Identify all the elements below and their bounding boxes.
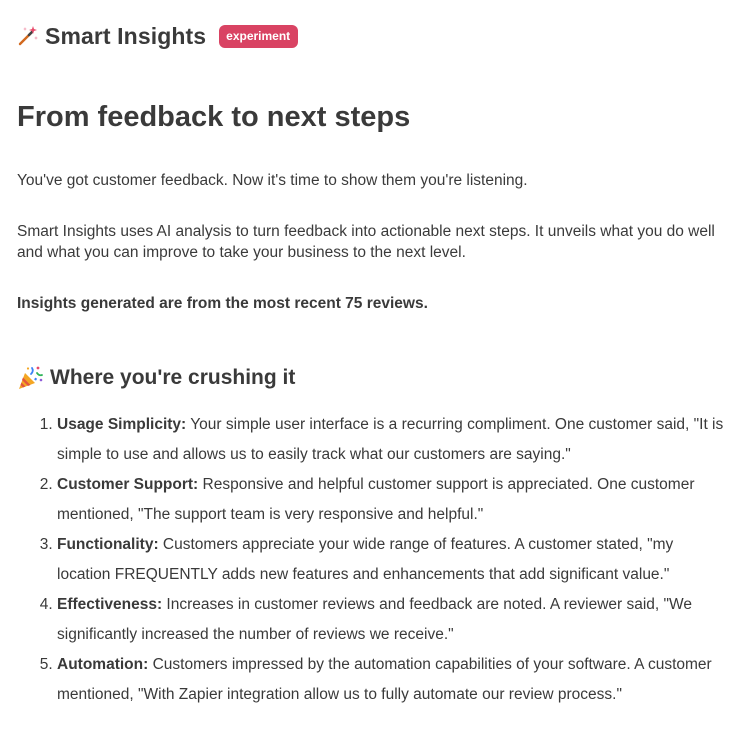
item-title: Effectiveness: bbox=[57, 596, 163, 613]
strengths-heading-label: Where you're crushing it bbox=[50, 366, 296, 389]
list-item bbox=[57, 530, 724, 590]
item-text: Customers appreciate your wide range of features. A customer stated, "my location FREQUENTLY adds new features and enhancements that add significant value." bbox=[57, 536, 674, 583]
strengths-list bbox=[17, 410, 724, 710]
item-text: Responsive and helpful customer support is appreciated. One customer mentioned, "The support team is very responsive and helpful." bbox=[57, 476, 695, 523]
page-heading: From feedback to next steps bbox=[17, 101, 411, 133]
item-text: Your simple user interface is a recurring compliment. One customer said, "It is simple to use and allows us to easily track what our customers are saying." bbox=[57, 416, 724, 463]
list-item bbox=[57, 410, 724, 470]
party-popper-icon bbox=[17, 365, 43, 391]
item-text: Increases in customer reviews and feedback are noted. A reviewer said, "We significantly increased the number of reviews we receive." bbox=[57, 596, 693, 643]
list-item bbox=[57, 650, 724, 710]
app-title: Smart Insights bbox=[45, 22, 207, 49]
description-text: Smart Insights uses AI analysis to turn feedback into actionable next steps. It unveils what you do well and what you can improve to take your business to the next level. bbox=[17, 223, 715, 261]
strengths-heading bbox=[17, 364, 724, 392]
item-title: Functionality: bbox=[57, 536, 159, 553]
item-text: Customers impressed by the automation capabilities of your software. A customer mentioned, "With Zapier integration allow us to fully automate our review process." bbox=[57, 656, 712, 703]
list-item bbox=[57, 470, 724, 530]
item-title: Customer Support: bbox=[57, 476, 199, 493]
magic-wand-icon bbox=[17, 25, 39, 47]
reviews-note: Insights generated are from the most recent 75 reviews. bbox=[17, 295, 428, 312]
list-item bbox=[57, 590, 724, 650]
item-title: Automation: bbox=[57, 656, 149, 673]
header bbox=[17, 0, 724, 71]
intro-text: You've got customer feedback. Now it's time to show them you're listening. bbox=[17, 172, 528, 189]
experiment-badge: experiment bbox=[219, 25, 298, 48]
item-title: Usage Simplicity: bbox=[57, 416, 187, 433]
